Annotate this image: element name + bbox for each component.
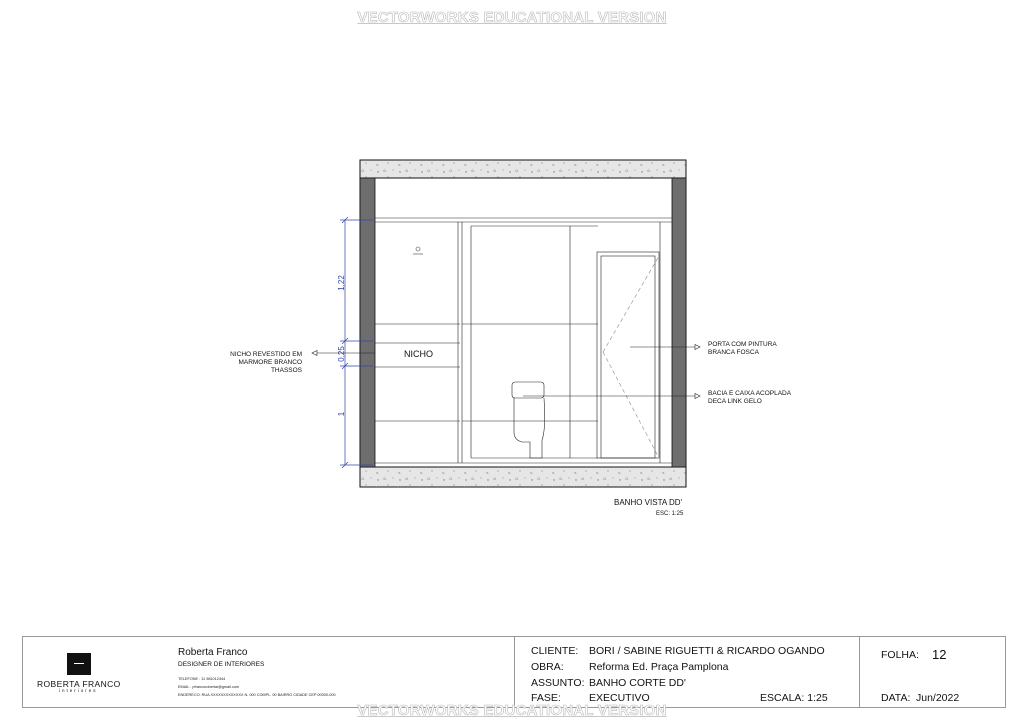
dim-0-25: 0,25 xyxy=(337,346,346,362)
view-title: BANHO VISTA DD' xyxy=(614,498,683,507)
folha-label: FOLHA: xyxy=(881,649,919,661)
obra-label: OBRA: xyxy=(531,661,564,673)
left-wall xyxy=(360,178,375,467)
fase-value: EXECUTIVO xyxy=(589,692,650,704)
annotation-niche-3: THASSOS xyxy=(270,367,302,374)
assunto-label: ASSUNTO: xyxy=(531,677,585,689)
annotation-door-1: PORTA COM PINTURA xyxy=(708,341,777,348)
logo-subtitle: interiores xyxy=(59,688,98,693)
data-label: DATA: xyxy=(881,692,911,704)
escala-label: ESCALA: 1:25 xyxy=(760,692,828,704)
cliente-value: BORI / SABINE RIGUETTI & RICARDO OGANDO xyxy=(589,645,825,657)
folha-value: 12 xyxy=(932,647,947,662)
title-block-divider xyxy=(859,637,860,707)
annotation-door-2: BRANCA FOSCA xyxy=(708,349,759,356)
obra-value: Reforma Ed. Praça Pamplona xyxy=(589,661,729,673)
fixture-icon xyxy=(413,247,423,254)
right-wall xyxy=(672,178,686,467)
watermark-bottom: VECTORWORKS EDUCATIONAL VERSION xyxy=(357,702,667,719)
assunto-value: BANHO CORTE DD' xyxy=(589,677,686,689)
cliente-label: CLIENTE: xyxy=(531,645,579,657)
watermark-top: VECTORWORKS EDUCATIONAL VERSION xyxy=(357,9,667,26)
annotation-niche-2: MARMORE BRANCO xyxy=(238,359,302,366)
dim-1: 1 xyxy=(337,411,346,417)
concrete-structure xyxy=(360,160,686,487)
data-value: Jun/2022 xyxy=(916,692,960,704)
designer-address: ENDERECO: RUA XXXXXXXXXXXXX N. 000 COMPL. 00 BAIRRO CIDADE CEP 00000-000 xyxy=(178,693,336,697)
fase-label: FASE: xyxy=(531,692,561,704)
title-block xyxy=(22,636,1006,708)
view-scale: ESC: 1:25 xyxy=(656,511,684,517)
dim-1-22: 1,22 xyxy=(337,275,346,291)
logo-icon xyxy=(67,653,91,675)
title-block-divider xyxy=(514,637,515,707)
niche-label: NICHO xyxy=(404,349,433,359)
annotation-toilet-1: BACIA E CAIXA ACOPLADA xyxy=(708,390,792,397)
designer-phone: TELEFONE : 11 981012444 xyxy=(178,677,226,681)
annotation-niche-1: NICHO REVESTIDO EM xyxy=(230,351,302,358)
logo-name: ROBERTA FRANCO xyxy=(37,679,121,689)
designer-email: EMAIL : pfrancorobertai@gmail.com xyxy=(178,685,240,689)
annotation-toilet-2: DECA LINK GELO xyxy=(708,398,762,405)
designer-name: Roberta Franco xyxy=(178,647,248,658)
designer-role: DESIGNER DE INTERIORES xyxy=(178,661,265,668)
